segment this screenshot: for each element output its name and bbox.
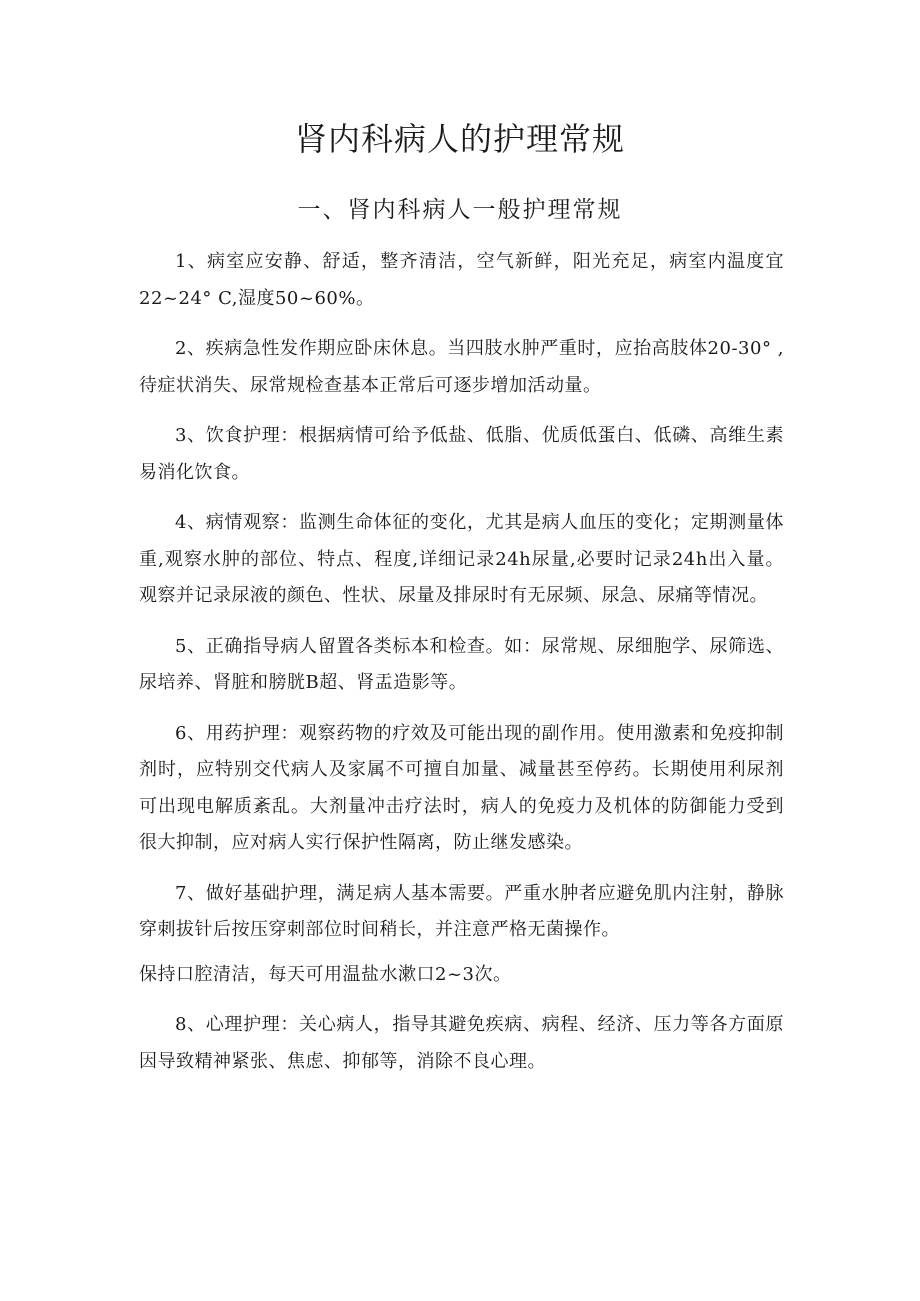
paragraph-3: 3、饮食护理：根据病情可给予低盐、低脂、优质低蛋白、低磷、高维生素易消化饮食。 — [139, 425, 784, 483]
document-body — [139, 244, 784, 1094]
paragraph-5: 5、正确指导病人留置各类标本和检查。如：尿常规、尿细胞学、尿筛选、尿培养、肾脏和膀胱B超、肾盂造影等。 — [139, 635, 784, 693]
section-title: 一、肾内科病人一般护理常规 — [297, 197, 623, 223]
paragraph-2: 2、疾病急性发作期应卧床休息。当四肢水肿严重时，应抬高肢体20-30° ,待症状消失、尿常规检查基本正常后可逐步增加活动量。 — [139, 338, 784, 396]
paragraph-1: 1、病室应安静、舒适，整齐清洁，空气新鲜，阳光充足，病室内温度宜22~24° C,湿度50~60%。 — [139, 251, 784, 309]
paragraph-7: 7、做好基础护理，满足病人基本需要。严重水肿者应避免肌内注射，静脉穿刺拔针后按压穿刺部位时间稍长，并注意严格无菌操作。 — [139, 882, 784, 940]
document-title: 肾内科病人的护理常规 — [294, 120, 625, 158]
paragraph-7-continued: 保持口腔清洁，每天可用温盐水漱口2~3次。 — [139, 963, 512, 985]
paragraph-8: 8、心理护理：关心病人，指导其避免疾病、病程、经济、压力等各方面原因导致精神紧张、焦虑、抑郁等，消除不良心理。 — [139, 1014, 784, 1072]
paragraph-6: 6、用药护理：观察药物的疗效及可能出现的副作用。使用激素和免疫抑制剂时，应特别交代病人及家属不可擅自加量、减量甚至停药。长期使用利尿剂可出现电解质紊乱。大剂量冲击疗法时，病人的免疫力及机体的防御能力受到很大抑制，应对病人实行保护性隔离，防止继发感染。 — [139, 722, 784, 853]
paragraph-4: 4、病情观察：监测生命体征的变化，尤其是病人血压的变化；定期测量体重,观察水肿的部位、特点、程度,详细记录24h尿量,必要时记录24h出入量。观察并记录尿液的颜色、性状、尿量及排尿时有无尿频、尿急、尿痛等情况。 — [139, 512, 784, 606]
